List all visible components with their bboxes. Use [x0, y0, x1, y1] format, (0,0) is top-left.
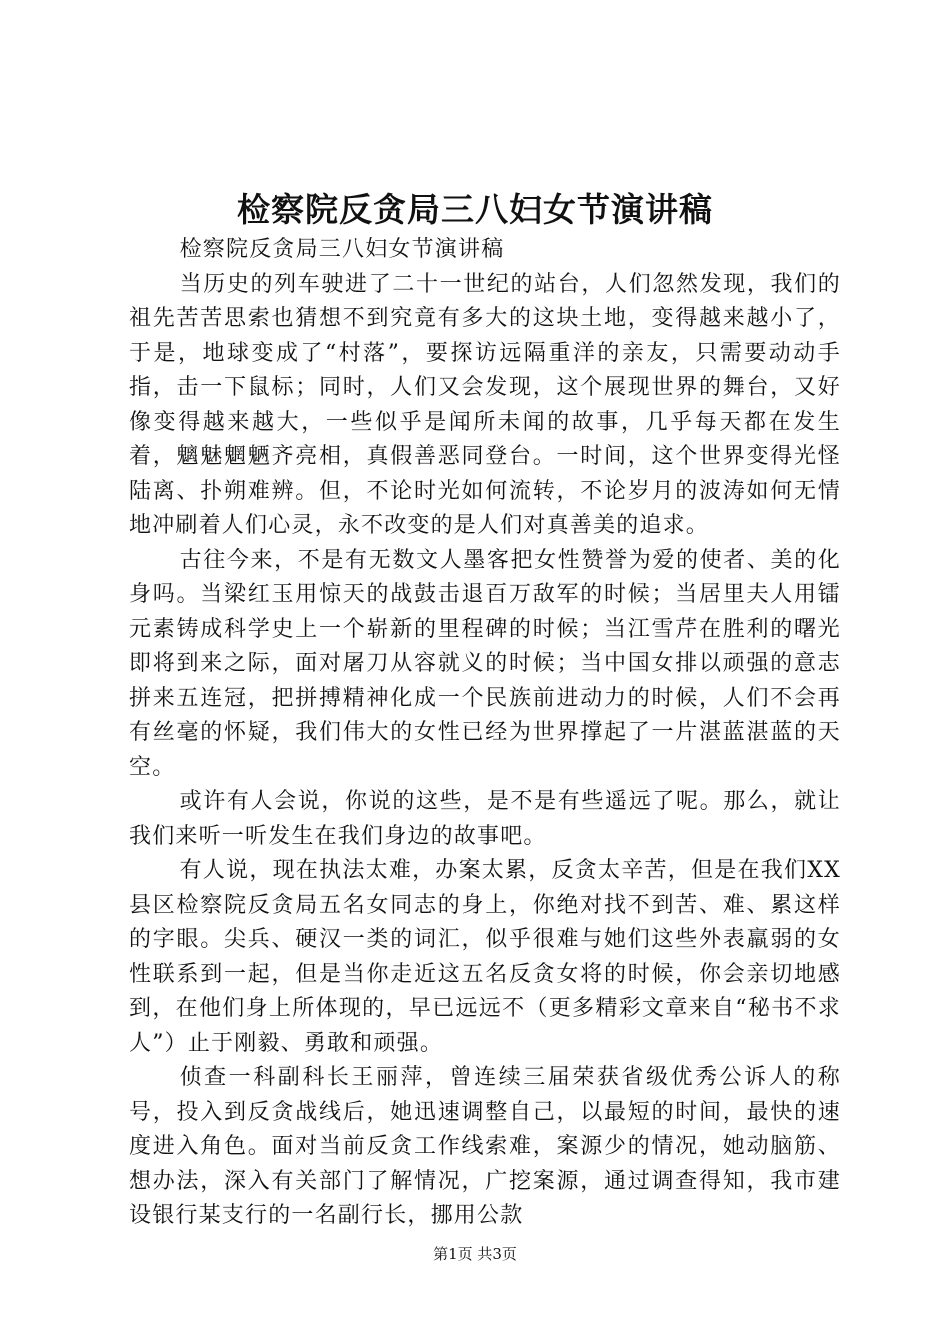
- paragraph: 有人说，现在执法太难，办案太累，反贪太辛苦，但是在我们XX县区检察院反贪局五名女同志的身上，你绝对找不到苦、难、累这样的字眼。尖兵、硬汉一类的词汇，似乎很难与她们这些外表羸弱的女性联系到一起，但是当你走近这五名反贪女将的时候，你会亲切地感到，在他们身上所体现的，早已远远不（更多精彩文章来自“秘书不求人”）止于刚毅、勇敢和顽强。: [129, 858, 841, 1056]
- paragraph: 当历史的列车驶进了二十一世纪的站台，人们忽然发现，我们的祖先苦苦思索也猜想不到究竟有多大的这块土地，变得越来越小了，于是，地球变成了“村落”，要探访远隔重洋的亲友，只需要动动手指，击一下鼠标；同时，人们又会发现，这个展现世界的舞台，又好像变得越来越大，一些似乎是闻所未闻的故事，几乎每天都在发生着，魑魅魍魉齐亮相，真假善恶同登台。一时间，这个世界变得光怪陆离、扑朔难辨。但，不论时光如何流转，不论岁月的波涛如何无情地冲刷着人们心灵，永不改变的是人们对真善美的追求。: [129, 271, 841, 538]
- document-title: 检察院反贪局三八妇女节演讲稿: [237, 190, 713, 229]
- paragraph: 古往今来，不是有无数文人墨客把女性赞誉为爱的使者、美的化身吗。当梁红玉用惊天的战鼓击退百万敌军的时候；当居里夫人用镭元素铸成科学史上一个崭新的里程碑的时候；当江雪芹在胜利的曙光即将到来之际，面对屠刀从容就义的时候；当中国女排以顽强的意志拼来五连冠，把拼搏精神化成一个民族前进动力的时候，人们不会再有丝毫的怀疑，我们伟大的女性已经为世界撑起了一片湛蓝湛蓝的天空。: [129, 547, 841, 780]
- paragraph: 侦查一科副科长王丽萍，曾连续三届荣获省级优秀公诉人的称号，投入到反贪战线后，她迅速调整自己，以最短的时间，最快的速度进入角色。面对当前反贪工作线索难，案源少的情况，她动脑筋、想办法，深入有关部门了解情况，广挖案源，通过调查得知，我市建设银行某支行的一名副行长，挪用公款: [129, 1065, 841, 1228]
- paragraph-subtitle: 检察院反贪局三八妇女节演讲稿: [179, 237, 505, 262]
- paragraph: 或许有人会说，你说的这些，是不是有些遥远了呢。那么，就让我们来听一听发生在我们身边的故事吧。: [129, 789, 841, 849]
- document-body: [129, 233, 841, 1234]
- page-footer: 第1页 共3页: [433, 1245, 517, 1263]
